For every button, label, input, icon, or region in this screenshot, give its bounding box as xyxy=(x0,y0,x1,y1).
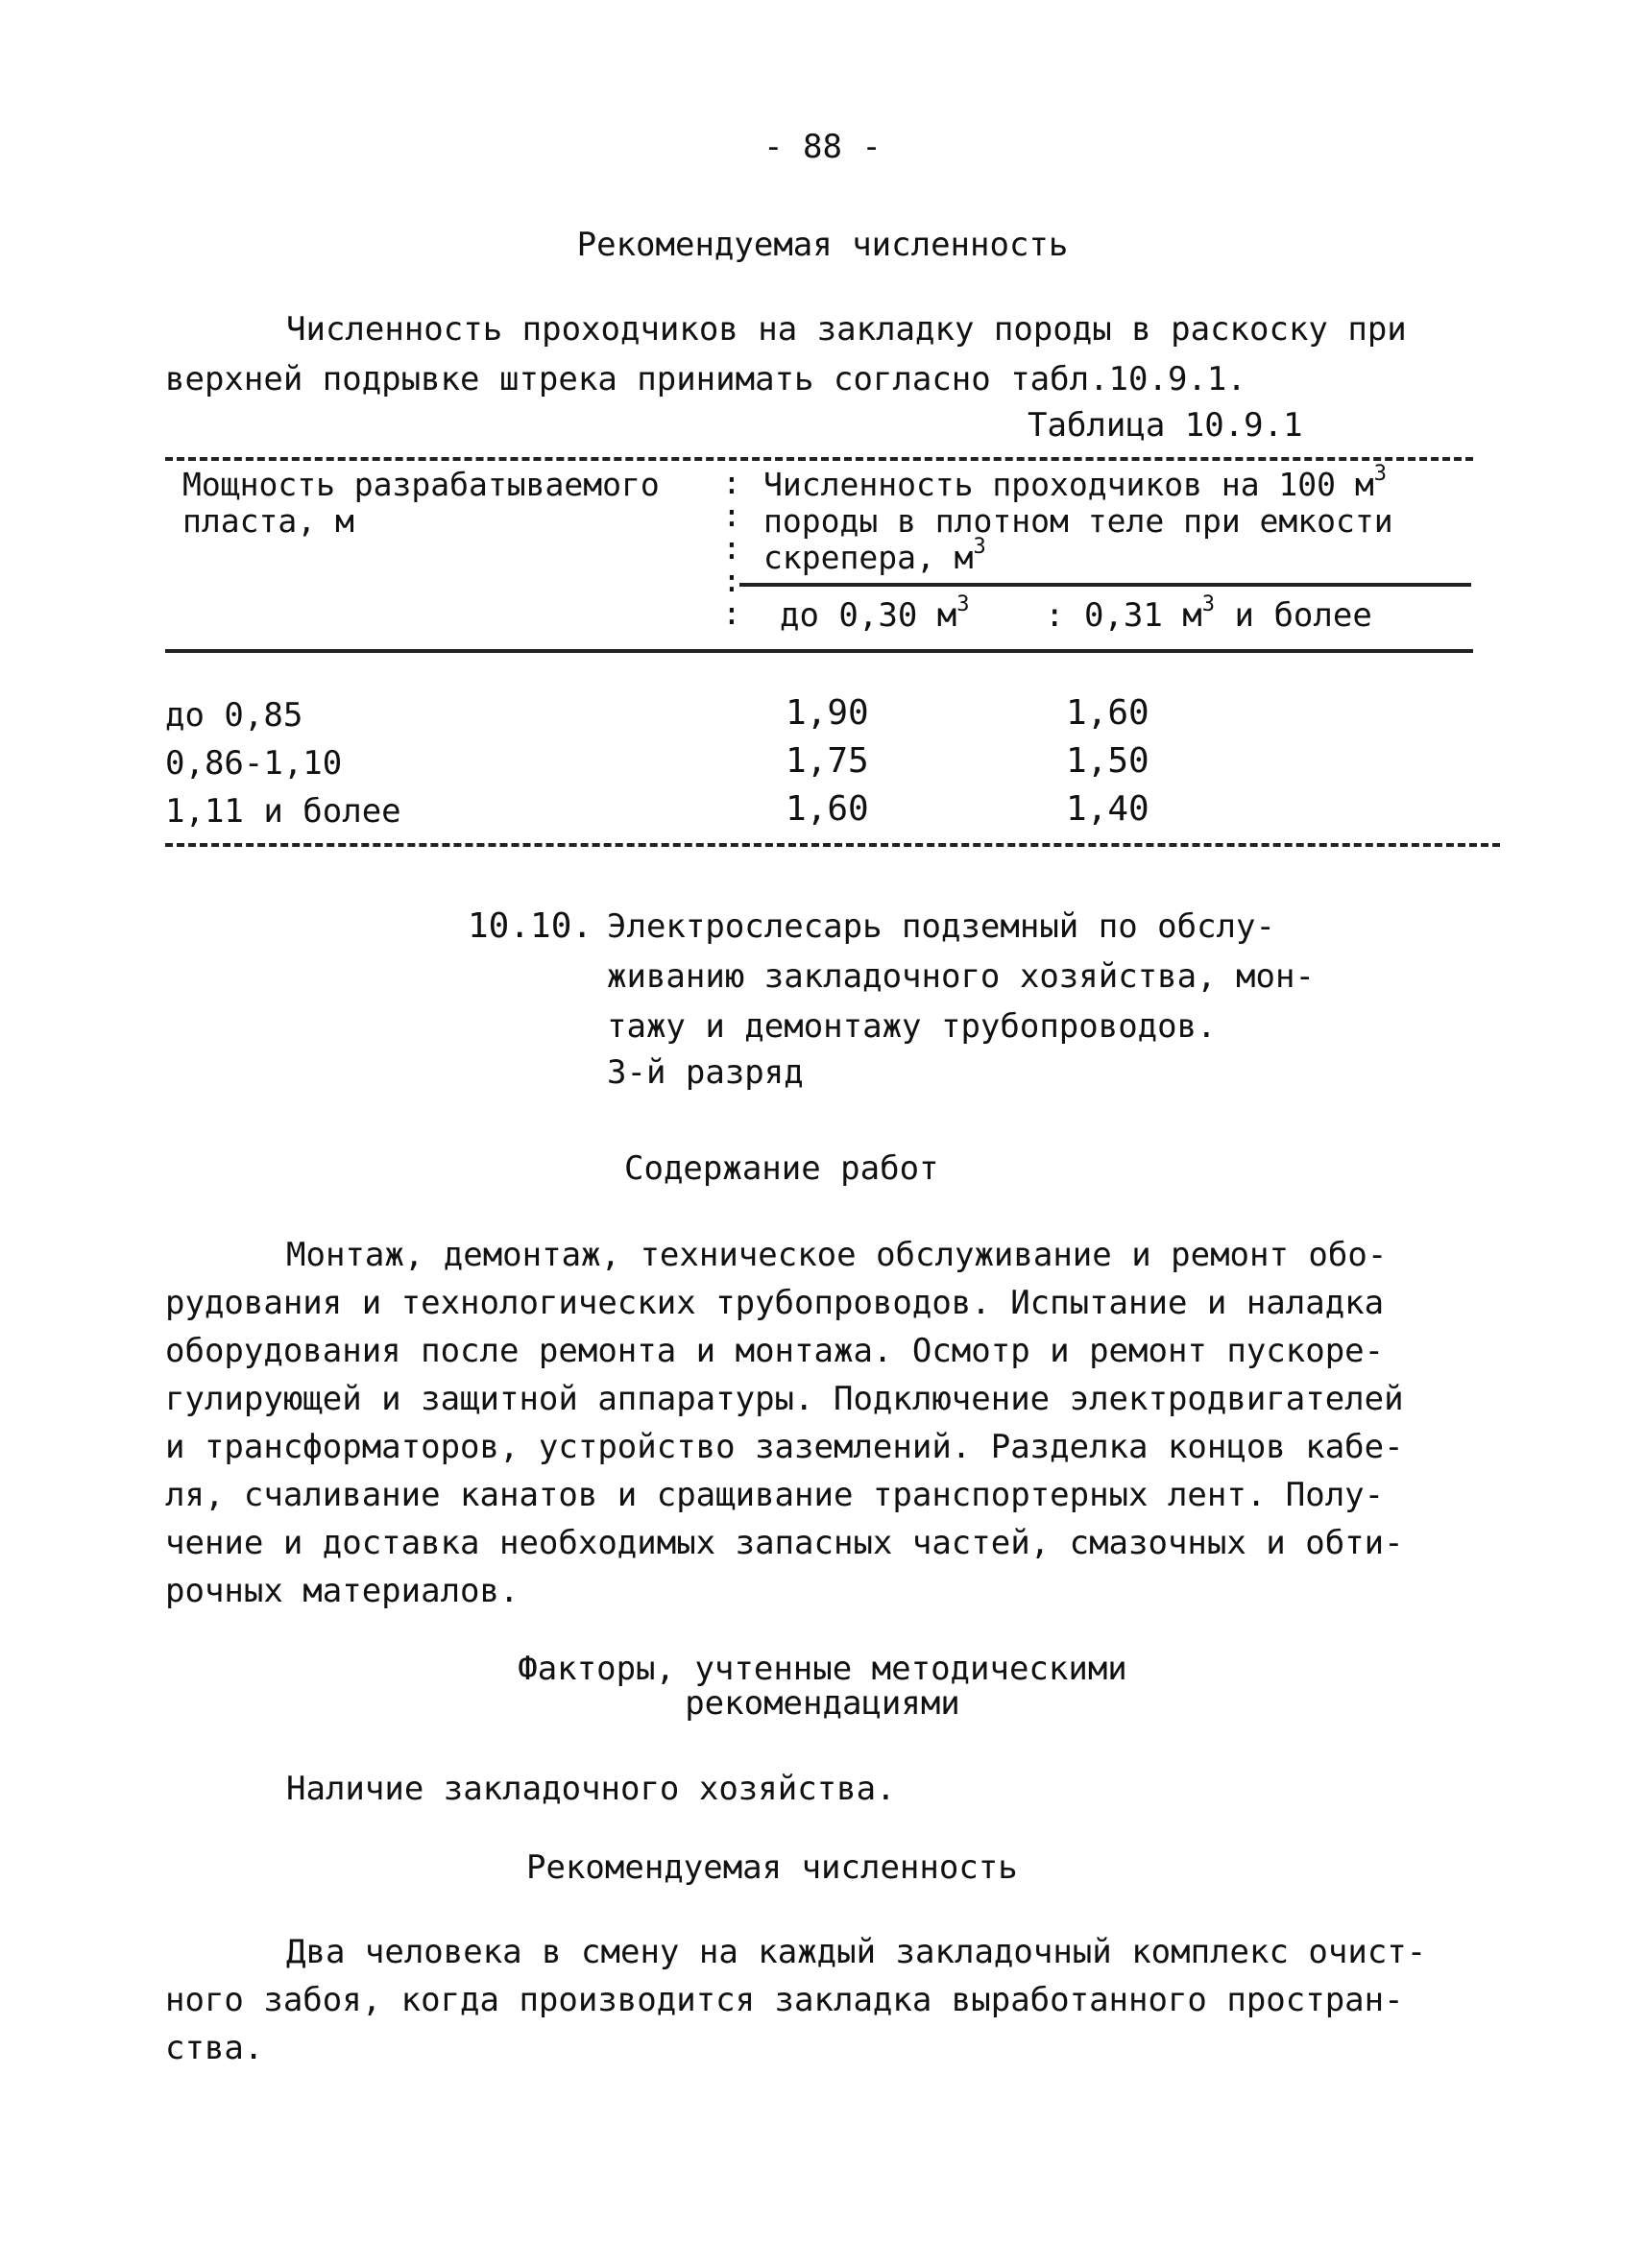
column-header-thickness-line-2: пласта, м xyxy=(182,502,354,540)
column-separator: : : : : : xyxy=(722,464,741,632)
section-title-line-1: Электрослесарь подземный по обслу- xyxy=(607,907,1275,946)
factors-heading xyxy=(0,1652,1645,1721)
factors-heading-line-2: рекомендациями xyxy=(685,1684,960,1723)
table-row-value-large: 1,40 xyxy=(1066,789,1149,829)
content-line: чение и доставка необходимых запасных частей, смазочных и обти- xyxy=(165,1524,1404,1562)
table-row-value-large: 1,60 xyxy=(1066,693,1149,733)
table-row-thickness: 0,86-1,10 xyxy=(165,744,343,783)
intro-paragraph-line-2: верхней подрывке штрека принимать согласно табл.10.9.1. xyxy=(165,360,1246,398)
content-line: рудования и технологических трубопроводов. Испытание и наладка xyxy=(165,1284,1385,1322)
table-row-value-large: 1,50 xyxy=(1066,741,1149,781)
table-header-bottom-rule xyxy=(165,649,1473,653)
recommended-line: Два человека в смену на каждый закладочный комплекс очист- xyxy=(286,1933,1427,1971)
table-row-thickness: до 0,85 xyxy=(165,696,303,735)
table-bottom-rule xyxy=(165,843,1500,847)
section-heading-recommended-count: Рекомендуемая численность xyxy=(576,226,1069,264)
table-caption: Таблица 10.9.1 xyxy=(1028,406,1303,445)
section-title-line-2: живанию закладочного хозяйства, мон- xyxy=(607,957,1315,996)
section-number: 10.10. xyxy=(468,906,593,946)
column-header-thickness xyxy=(182,467,660,540)
subheader-bucket-large: : 0,31 $м^3$ и более xyxy=(1045,592,1372,635)
column-header-workers xyxy=(763,462,1393,576)
recommended-line: ного забоя, когда производится закладка выработанного простран- xyxy=(165,1981,1404,2019)
factors-text: Наличие закладочного хозяйства. xyxy=(286,1770,896,1808)
subheader-rule xyxy=(739,583,1471,587)
column-header-workers-line-1: Численность проходчиков на 100 $м^3$ xyxy=(763,462,1388,503)
table-row-value-small: 1,75 xyxy=(786,741,869,781)
content-line: ля, счаливание канатов и сращивание транспортерных лент. Полу- xyxy=(165,1476,1385,1514)
content-line: и трансформаторов, устройство заземлений. Разделка концов кабе- xyxy=(165,1428,1404,1466)
recommended-line: ства. xyxy=(165,2029,264,2067)
column-header-workers-line-3: скрепера, $м^3$ xyxy=(763,535,986,576)
page-number: - 88 - xyxy=(763,128,882,166)
recommended-heading: Рекомендуемая численность xyxy=(526,1848,1018,1887)
table-row-value-small: 1,60 xyxy=(786,789,869,829)
section-title-line-3: тажу и демонтажу трубопроводов. xyxy=(607,1007,1217,1046)
content-line: оборудования после ремонта и монтажа. Осмотр и ремонт пускоре- xyxy=(165,1332,1385,1370)
content-line: Монтаж, демонтаж, техническое обслуживание и ремонт обо- xyxy=(286,1236,1388,1274)
subheader-bucket-small: до 0,30 $м^3$ xyxy=(780,592,970,635)
column-header-workers-line-2: породы в плотном теле при емкости xyxy=(763,502,1393,540)
intro-paragraph-line-1: Численность проходчиков на закладку породы в раскоску при xyxy=(286,310,1407,349)
factors-heading-line-1: Факторы, учтенные методическими xyxy=(518,1650,1127,1688)
table-row-value-small: 1,90 xyxy=(786,693,869,733)
section-grade: 3-й разряд xyxy=(607,1053,804,1092)
content-line: рочных материалов. xyxy=(165,1572,520,1610)
table-top-rule xyxy=(165,457,1473,461)
column-header-thickness-line-1: Мощность разрабатываемого xyxy=(182,466,660,503)
content-line: гулирующей и защитной аппаратуры. Подключение электродвигателей xyxy=(165,1380,1404,1418)
table-row-thickness: 1,11 и более xyxy=(165,792,401,831)
content-heading: Содержание работ xyxy=(624,1149,939,1188)
